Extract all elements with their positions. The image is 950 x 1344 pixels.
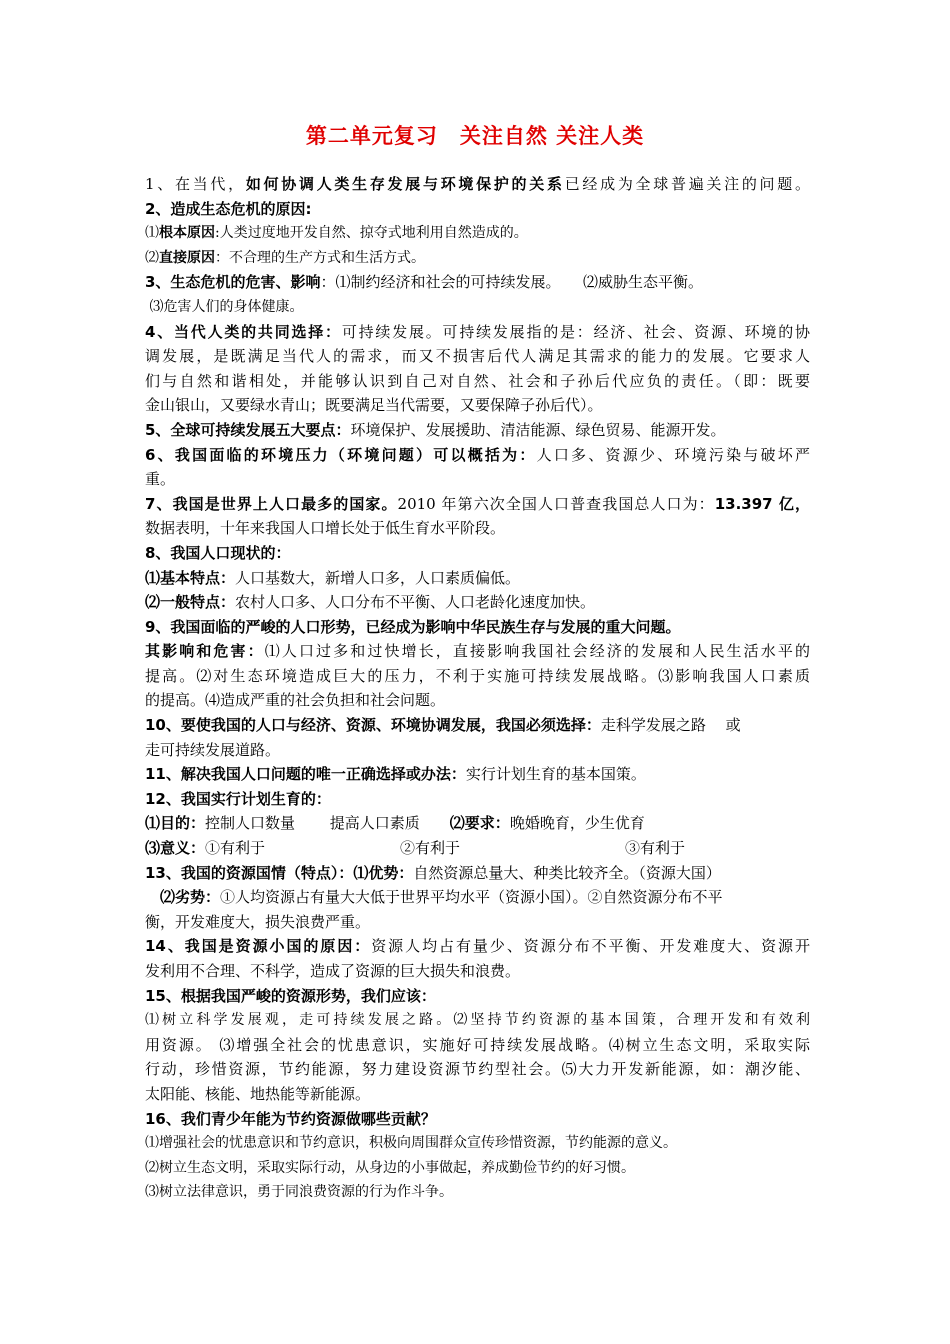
text-line-l40 — [145, 1131, 810, 1156]
text-run: 1、在当代， — [145, 175, 246, 193]
text-line-l8 — [145, 344, 810, 369]
bold-text-run: 13、我国的资源国情（特点）：⑴优势： — [145, 863, 414, 882]
text-line-l21 — [145, 664, 810, 689]
text-run: 数据表明，十年来我国人口增长处于低生育水平阶段。 — [145, 519, 506, 538]
bold-text-run: 7、我国是世界上人口最多的国家。 — [145, 494, 398, 513]
text-line-l20 — [145, 639, 810, 664]
text-line-l30 — [145, 885, 810, 910]
text-run: ⑴ — [145, 225, 159, 242]
bold-text-run: ⑵劣势： — [145, 888, 221, 907]
text-line-l17 — [145, 566, 810, 591]
text-line-l38 — [145, 1082, 810, 1107]
text-run: 的提高。⑷造成严重的社会负担和社会问题。 — [145, 691, 446, 710]
text-line-l13 — [145, 467, 810, 492]
bold-text-run: 9、我国面临的严峻的人口形势，已经成为影响中华民族生存与发展的重大问题。 — [145, 617, 681, 636]
text-line-l23 — [145, 713, 810, 738]
text-line-l5 — [145, 270, 810, 295]
text-run: 衡，开发难度大，损失浪费严重。 — [145, 912, 371, 931]
text-run: 控制人口数量 提高人口素质 — [205, 814, 450, 833]
text-line-l34 — [145, 984, 810, 1009]
text-run: ⑵ — [145, 249, 159, 266]
text-run: 可持续发展。可持续发展指的是：经济、社会、资源、环境的协 — [341, 322, 810, 341]
bold-text-run: ⑵要求： — [449, 814, 510, 833]
bold-text-run: 根本原因 — [159, 225, 215, 242]
bold-text-run: 3、生态危机的危害、影响 — [145, 273, 321, 292]
bold-text-run: 5、全球可持续发展五大要点： — [145, 420, 351, 439]
text-run: ：不合理的生产方式和生活方式。 — [215, 249, 425, 266]
text-run: 们与自然和谐相处，并能够认识到自己对自然、社会和子孙后代应负的责任。（即：既要 — [145, 371, 810, 390]
text-line-l14 — [145, 492, 810, 517]
text-run: 调发展，是既满足当代人的需求，而又不损害后代人满足其需求的能力的发展。它要求人 — [145, 347, 810, 366]
text-line-l29 — [145, 861, 810, 886]
text-line-l16 — [145, 541, 810, 566]
text-line-l33 — [145, 959, 810, 984]
bold-text-run: 直接原因 — [159, 249, 215, 266]
text-run: 人口多、资源少、环境污染与破坏严 — [536, 445, 810, 464]
bold-text-run: ⑴基本特点： — [145, 568, 236, 587]
bold-text-run: 13.397 亿， — [714, 494, 810, 513]
text-line-l27 — [145, 811, 810, 836]
text-line-l6 — [145, 295, 810, 320]
text-run: ：⑴制约经济和社会的可持续发展。 ⑵威胁生态平衡。 — [320, 273, 703, 292]
text-line-l1 — [145, 172, 810, 197]
text-line-l10 — [145, 393, 810, 418]
text-run: ⑴人口过多和过快增长，直接影响我国社会经济的发展和人民生活水平的 — [264, 642, 810, 661]
text-run: 人口基数大，新增人口多，人口素质偏低。 — [235, 568, 521, 587]
bold-text-run: 14、我国是资源小国的原因： — [145, 937, 372, 956]
text-line-l41 — [145, 1156, 810, 1181]
text-line-l24 — [145, 738, 810, 763]
text-run: ①人均资源占有量大大低于世界平均水平（资源小国）。②自然资源分布不平 — [220, 888, 723, 907]
text-run: 太阳能、核能、地热能等新能源。 — [145, 1084, 371, 1103]
text-line-l42 — [145, 1180, 810, 1205]
text-run: 环境保护、发展援助、清洁能源、绿色贸易、能源开发。 — [350, 420, 726, 439]
text-run: 已经成为全球普遍关注的问题。 — [564, 175, 810, 193]
text-line-l28 — [145, 836, 810, 861]
text-line-l15 — [145, 516, 810, 541]
bold-text-run: 4、当代人类的共同选择： — [145, 322, 342, 341]
page-title: 第二单元复习 关注自然 关注人类 — [305, 124, 645, 148]
text-line-l25 — [145, 762, 810, 787]
text-line-l36 — [145, 1033, 810, 1058]
text-run: ⑴增强社会的忧患意识和节约意识，积极向周围群众宣传珍惜资源，节约能源的意义。 — [145, 1135, 677, 1152]
text-run: 自然资源总量大、种类比较齐全。（资源大国） — [413, 863, 721, 882]
text-run: 重。 — [145, 470, 176, 489]
text-run: 2010 年第六次全国人口普查我国总人口为： — [397, 494, 715, 513]
text-run: 行动，珍惜资源，节约能源，努力建设资源节约型社会。⑸大力开发新能源，如：潮汐能、 — [145, 1060, 810, 1079]
text-line-l19 — [145, 615, 810, 640]
text-line-l26 — [145, 787, 810, 812]
bold-text-run: 10、要使我国的人口与经济、资源、环境协调发展，我国必须选择： — [145, 716, 601, 735]
bold-text-run: 其影响和危害： — [145, 642, 265, 661]
bold-text-run: ⑶意义： — [145, 839, 206, 858]
text-run: 发利用不合理、不科学，造成了资源的巨大损失和浪费。 — [145, 962, 521, 980]
bold-text-run: 6、我国面临的环境压力（环境问题）可以概括为： — [145, 445, 537, 464]
text-line-l18 — [145, 590, 810, 615]
text-run: ⑴树立科学发展观，走可持续发展之路。⑵坚持节约资源的基本国策，合理开发和有效利 — [145, 1012, 810, 1029]
text-line-l12 — [145, 443, 810, 468]
text-line-l9 — [145, 369, 810, 394]
bold-text-run: 15、根据我国严峻的资源形势，我们应该： — [145, 986, 436, 1005]
text-run: 走可持续发展道路。 — [145, 740, 281, 759]
bold-text-run: 2、造成生态危机的原因: — [145, 199, 312, 218]
text-line-l22 — [145, 688, 810, 713]
text-run: 金山银山，又要绿水青山；既要满足当代需要，又要保障子孙后代）。 — [145, 396, 603, 415]
text-run: 用资源。 ⑶增强全社会的忧患意识，实施好可持续发展战略。⑷树立生态文明，采取实际 — [145, 1035, 810, 1054]
text-run: 提高。⑵对生态环境造成巨大的压力，不利于实施可持续发展战略。⑶影响我国人口素质 — [145, 666, 810, 685]
bold-text-run: 16、我们青少年能为节约资源做哪些贡献？ — [145, 1109, 436, 1128]
text-run: 资源人均占有量少、资源分布不平衡、开发难度大、资源开 — [371, 937, 810, 956]
bold-text-run: 8、我国人口现状的： — [145, 543, 291, 562]
text-line-l4 — [145, 246, 810, 271]
bold-text-run: 12、我国实行计划生育的： — [145, 789, 331, 808]
text-run: ①有利于 ②有利于 ③有利于 — [205, 839, 686, 858]
text-run: ⑶危害人们的身体健康。 — [145, 298, 304, 315]
text-line-l37 — [145, 1057, 810, 1082]
text-run: 晚婚晚育，少生优育 — [509, 814, 645, 833]
bold-text-run: 11、解决我国人口问题的唯一正确选择或办法： — [145, 765, 466, 784]
document-body — [145, 172, 810, 1205]
text-line-l32 — [145, 934, 810, 959]
text-line-l11 — [145, 418, 810, 443]
text-run: 实行计划生育的基本国策。 — [465, 765, 646, 784]
bold-text-run: ⑴目的： — [145, 814, 206, 833]
text-line-l39 — [145, 1107, 810, 1132]
text-line-l31 — [145, 910, 810, 935]
bold-text-run: ⑵一般特点： — [145, 593, 236, 612]
text-line-l3 — [145, 221, 810, 246]
text-run: 走科学发展之路 或 — [600, 716, 741, 735]
text-run: ⑶树立法律意识，勇于同浪费资源的行为作斗争。 — [145, 1184, 453, 1201]
bold-text-run: 如何协调人类生存发展与环境保护的关系 — [245, 175, 565, 193]
text-line-l7 — [145, 320, 810, 345]
text-run: ⑵树立生态文明，采取实际行动，从身边的小事做起，养成勤俭节约的好习惯。 — [145, 1159, 635, 1176]
text-run: 农村人口多、人口分布不平衡、人口老龄化速度加快。 — [235, 593, 596, 612]
text-line-l2 — [145, 197, 810, 222]
text-line-l35 — [145, 1008, 810, 1033]
text-run: :人类过度地开发自然、掠夺式地利用自然造成的。 — [215, 225, 528, 242]
